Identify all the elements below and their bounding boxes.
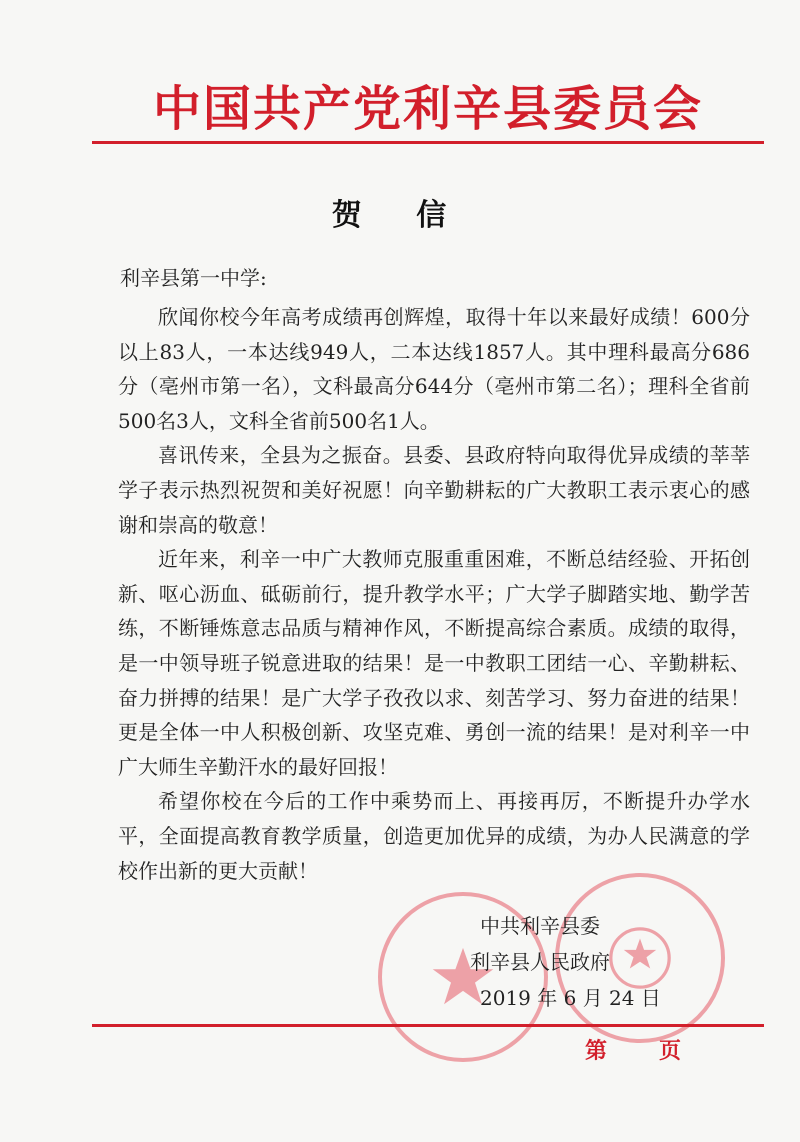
body-paragraph-3: 近年来，利辛一中广大教师克服重重困难，不断总结经验、开拓创新、呕心沥血、砥砺前行，提升教学水平；广大学子脚踏实地、勤学苦练，不断锤炼意志品质与精神作风，不断提高综合素质。成绩的取得，是一中领导班子锐意进取的结果！是一中教职工团结一心、辛勤耕耘、奋力拼搏的结果！是广大学子孜孜以求、刻苦学习、努力奋进的结果！更是全体一中人积极创新、攻坚克难、勇创一流的结果！是对利辛一中广大师生辛勤汗水的最好回报！	[118, 547, 750, 779]
page-number-suffix: 页	[659, 1039, 682, 1064]
letterhead-title: 中国共产党利辛县委员会	[152, 81, 703, 137]
signature-party-committee: 中共利辛县委	[480, 914, 600, 938]
page-number	[585, 1034, 681, 1065]
body-paragraph-4: 希望你校在今后的工作中乘势而上、再接再厉，不断提升办学水平，全面提高教育教学质量，创造更加优异的成绩，为办人民满意的学校作出新的更大贡献！	[118, 789, 750, 883]
signature-date: 2019 年 6 月 24 日	[480, 986, 661, 1010]
signature-government: 利辛县人民政府	[470, 950, 610, 974]
letter-body	[118, 300, 750, 888]
letterhead-red-rule	[92, 141, 764, 144]
signature-block	[470, 908, 661, 1016]
footer-red-rule	[92, 1024, 764, 1027]
body-paragraph-1: 欣闻你校今年高考成绩再创辉煌，取得十年以来最好成绩！600分以上83人，一本达线949人，二本达线1857人。其中理科最高分686分（亳州市第一名），文科最高分644分（亳州市第二名）；理科全省前500名3人，文科全省前500名1人。	[118, 305, 750, 433]
body-paragraph-2: 喜讯传来，全县为之振奋。县委、县政府特向取得优异成绩的莘莘学子表示热烈祝贺和美好祝愿！向辛勤耕耘的广大教职工表示衷心的感谢和崇高的敬意！	[118, 443, 750, 537]
document-title: 贺 信	[331, 198, 469, 233]
page-number-prefix: 第	[585, 1039, 608, 1064]
salutation: 利辛县第一中学:	[120, 266, 267, 290]
